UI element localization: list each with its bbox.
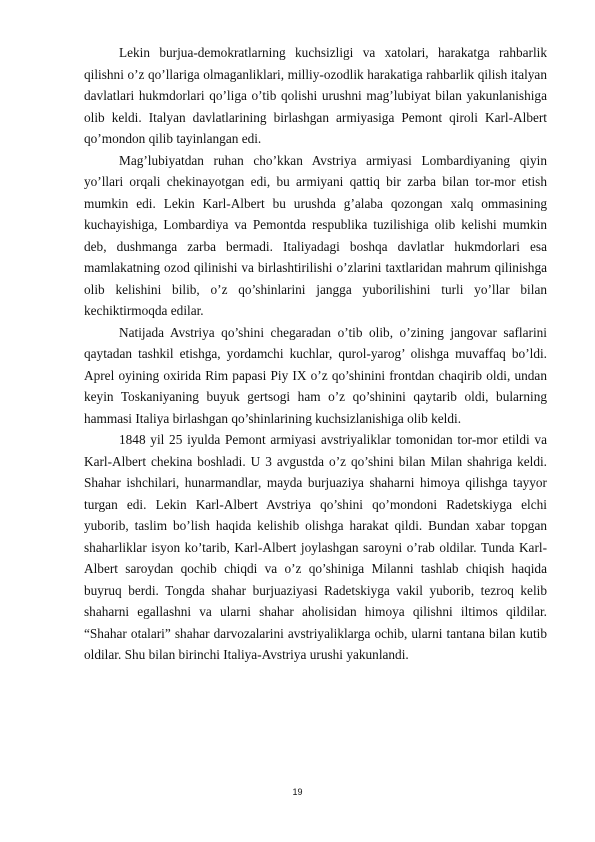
paragraph-1: Lekin burjua-demokratlarning kuchsizligi va xatolari, harakatga rahbarlik qilishni o’z qo’llariga olmaganliklari, milliy-ozodlik harakatiga rahbarlik qilish italyan davlatlari hukmdorlari qo’liga o’tib qolishi urushni mag’lubiyat bilan yakunlanishiga olib keldi. Italyan davlatlarining birlashgan armiyasiga Pemont qiroli Karl-Albert qo’mondon qilib tayinlangan edi. <box>84 45 547 146</box>
paragraph-2: Mag’lubiyatdan ruhan cho’kkan Avstriya armiyasi Lombardiyaning qiyin yo’llari orqali chekinayotgan edi, bu armiyani qattiq bir zarba bilan tor-mor etish mumkin edi. Lekin Karl-Albert bu urushda g’alaba qozongan xalq ommasining kuchayishiga, Lombardiya va Pemontda respublika tuzilishiga olib kelishi mumkin deb, dushmanga zarba bermadi. Italiyadagi boshqa davlatlar hukmdorlari esa mamlakatning ozod qilinishi va birlashtirilishi o’zlarini taxtlaridan mahrum qilinishga olib kelishini bilib, o’z qo’shinlarini jangga yuborilishini turli yo’llar bilan kechiktirmoqda edilar. <box>84 152 547 318</box>
page-number: 19 <box>292 787 303 797</box>
paragraph-3: Natijada Avstriya qo’shini chegaradan o’tib olib, o’zining jangovar saflarini qaytadan tashkil etishga, yordamchi kuchlar, qurol-yarog’ olishga muvaffaq bo’ldi. Aprel oyining oxirida Rim papasi Piy IX o’z qo’shinini frontdan chaqirib oldi, undan keyin Toskaniyaning buyuk gertsogi ham o’z qo’shinini qaytarib oldi, bularning hammasi Italiya birlashgan qo’shinlarining kuchsizlanishiga olib keldi. <box>84 324 547 426</box>
paragraph-4: 1848 yil 25 iyulda Pemont armiyasi avstriyaliklar tomonidan tor-mor etildi va Karl-Albert chekina boshladi. U 3 avgustda o’z qo’shini bilan Milan shahriga keldi. Shahar ishchilari, hunarmandlar, mayda burjuaziya shaharni himoya qilishga tayyor turgan edi. Lekin Karl-Albert Avstriya qo’shini qo’mondoni Radetskiyga elchi yuborib, taslim bo’lish haqida kelishib olishga harakat qildi. Bundan xabar topgan shaharliklar isyon ko’tarib, Karl-Albert joylashgan saroyni o’rab oldilar. Tunda Karl-Albert saroydan qochib chiqdi va o’z qo’shiniga Milanni tashlab chiqish haqida buyruq berdi. Tongda shahar burjuaziyasi Radetskiyga vakil yuborib, tezroq kelib shaharni egallashni va ularni shahar aholisidan himoya qilishni iltimos qildilar. “Shahar otalari” shahar darvozalarini avstriyaliklarga ochib, ularni tantana bilan kutib oldilar. Shu bilan birinchi Italiya-Avstriya urushi yakunlandi. <box>84 432 547 662</box>
body-text <box>84 42 547 666</box>
